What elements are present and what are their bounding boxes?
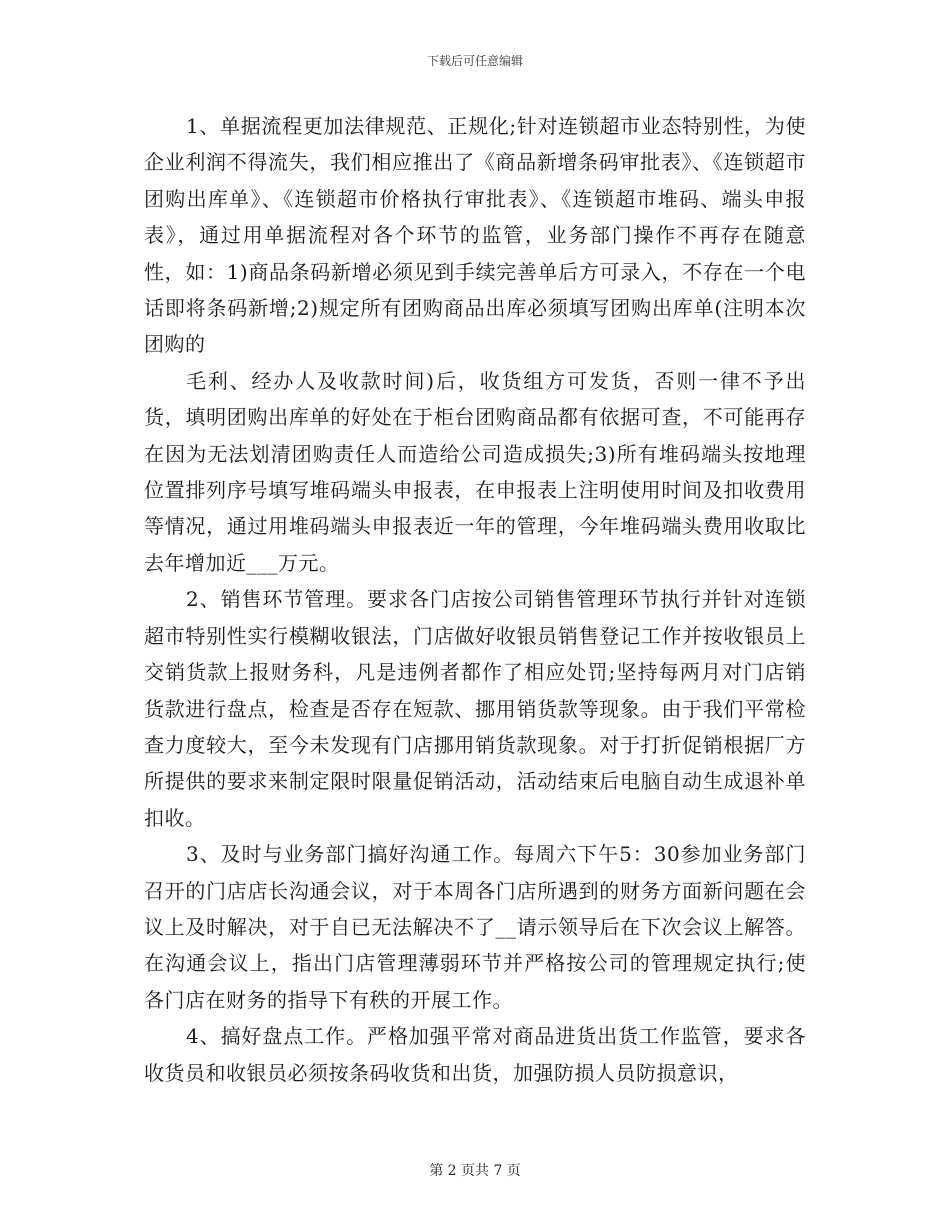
document-body	[144, 108, 806, 1091]
paragraph-2: 毛利、经办人及收款时间)后，收货组方可发货，否则一律不予出货，填明团购出库单的好处在于柜台团购商品都有依据可查，不可能再存在因为无法划清团购责任人而造给公司造成损失;3)所有堆码端头按地理位置排列序号填写堆码端头申报表，在申报表上注明使用时间及扣收费用等情况，通过用堆码端头申报表近一年的管理，今年堆码端头费用收取比去年增加近___万元。	[144, 368, 806, 575]
paragraph-3: 2、销售环节管理。要求各门店按公司销售管理环节执行并针对连锁超市特别性实行模糊收银法，门店做好收银员销售登记工作并按收银员上交销货款上报财务科，凡是违例者都作了相应处罚;坚持每两月对门店销货款进行盘点，检查是否存在短款、挪用销货款等现象。由于我们平常检查力度较大，至今未发现有门店挪用销货款现象。对于打折促销根据厂方所提供的要求来制定限时限量促销活动，活动结束后电脑自动生成退补单扣收。	[144, 587, 806, 830]
page-header-note: 下载后可任意编辑	[426, 54, 523, 68]
paragraph-5: 4、搞好盘点工作。严格加强平常对商品进货出货工作监管，要求各收货员和收银员必须按条码收货和出货，加强防损人员防损意识，	[144, 1024, 806, 1085]
page-number: 第 2 页共 7 页	[429, 1163, 521, 1179]
paragraph-1: 1、单据流程更加法律规范、正规化;针对连锁超市业态特别性，为使企业利润不得流失，我们相应推出了《商品新增条码审批表》、《连锁超市团购出库单》、《连锁超市价格执行审批表》、《连锁超市堆码、端头申报表》，通过用单据流程对各个环节的监管，业务部门操作不再存在随意性，如：1)商品条码新增必须见到手续完善单后方可录入，不存在一个电话即将条码新增;2)规定所有团购商品出库必须填写团购出库单(注明本次团购的	[144, 114, 806, 357]
paragraph-4: 3、及时与业务部门搞好沟通工作。每周六下午5：30参加业务部门召开的门店店长沟通会议，对于本周各门店所遇到的财务方面新问题在会议上及时解决，对于自已无法解决不了__请示领导后在下次会议上解答。在沟通会议上，指出门店管理薄弱环节并严格按公司的管理规定执行;使各门店在财务的指导下有秩的开展工作。	[144, 842, 806, 1012]
